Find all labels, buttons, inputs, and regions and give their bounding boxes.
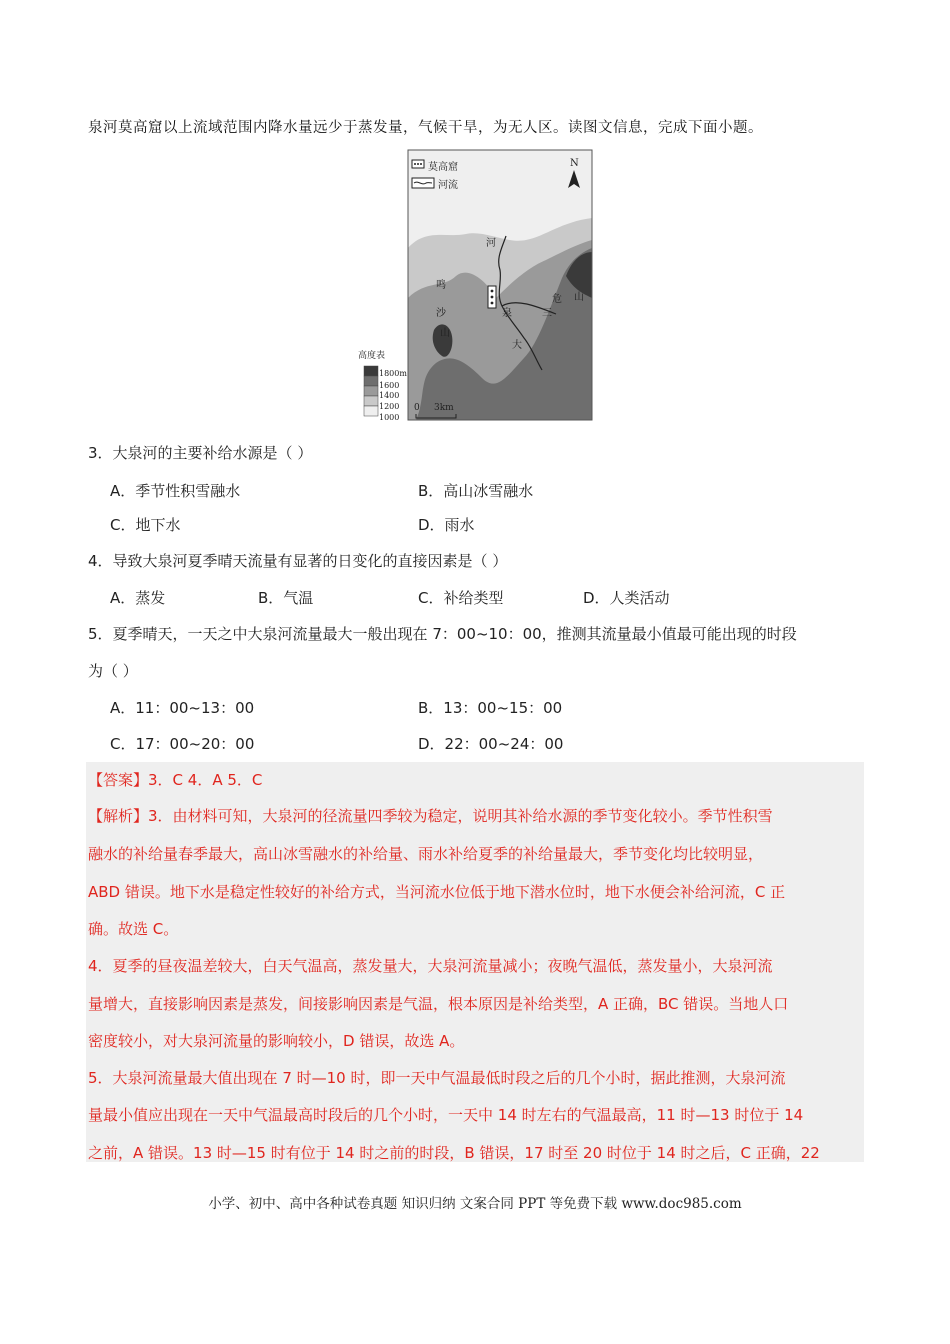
analysis-text: 3．由材料可知，大泉河的径流量四季较为稳定，说明其补给水源的季节变化较小。季节性积雪 xyxy=(148,807,773,825)
answer-text: 3．C 4．A 5．C xyxy=(148,771,263,789)
q4-option-a: A．蒸发 xyxy=(110,589,166,607)
map-label-quan: 泉 xyxy=(502,308,512,319)
analysis-line xyxy=(88,805,773,826)
legend-river-label: 河流 xyxy=(438,180,458,191)
north-label: N xyxy=(570,158,579,169)
answer-line xyxy=(88,769,262,790)
scale-label: 3km xyxy=(434,403,454,413)
q4-option-b: B．气温 xyxy=(258,589,314,607)
map-label-he: 河 xyxy=(486,238,496,249)
map-label-da: 大 xyxy=(512,340,522,351)
elevation-tick: 1000 xyxy=(379,413,400,422)
q5-option-c: C．17：00~20：00 xyxy=(110,735,255,753)
q5-option-d: D．22：00~24：00 xyxy=(418,735,564,753)
analysis-tag: 【解析】 xyxy=(88,807,149,825)
map-label-shan-left: 山 xyxy=(440,328,450,339)
q3-option-a: A．季节性积雪融水 xyxy=(110,482,241,500)
analysis-line: 量最小值应出现在一天中气温最高时段后的几个小时，一天中 14 时左右的气温最高，11 时—13 时位于 14 xyxy=(88,1106,804,1124)
elevation-tick: 1200 xyxy=(379,402,400,411)
q4-option-c: C．补给类型 xyxy=(418,589,504,607)
q4-option-d: D．人类活动 xyxy=(583,589,670,607)
scale-zero: 0 xyxy=(414,403,420,413)
map-label-sha: 沙 xyxy=(436,308,446,319)
map-svg xyxy=(356,148,594,424)
answer-tag: 【答案】 xyxy=(88,771,149,789)
q5-option-b: B．13：00~15：00 xyxy=(418,699,563,717)
map-label-shan-right: 山 xyxy=(574,292,584,303)
map-figure xyxy=(356,148,594,424)
intro-text: 泉河莫高窟以上流域范围内降水量远少于蒸发量，气候干旱，为无人区。读图文信息，完成下面小题。 xyxy=(88,120,763,136)
analysis-line: 量增大，直接影响因素是蒸发，间接影响因素是气温，根本原因是补给类型，A 正确，BC 错误。当地人口 xyxy=(88,995,789,1013)
q3-stem: 3．大泉河的主要补给水源是（ ） xyxy=(88,444,313,462)
q4-stem: 4．导致大泉河夏季晴天流量有显著的日变化的直接因素是（ ） xyxy=(88,552,508,570)
analysis-line: 5．大泉河流量最大值出现在 7 时—10 时，即一天中气温最低时段之后的几个小时，据此推测，大泉河流 xyxy=(88,1069,786,1087)
analysis-line: 确。故选 C。 xyxy=(88,920,179,938)
analysis-line: 4．夏季的昼夜温差较大，白天气温高，蒸发量大，大泉河流量减小；夜晚气温低，蒸发量小，大泉河流 xyxy=(88,957,773,975)
map-label-san: 三 xyxy=(542,308,552,319)
analysis-line: 融水的补给量春季最大，高山冰雪融水的补给量、雨水补给夏季的补给量最大，季节变化均比较明显， xyxy=(88,845,764,863)
q3-option-d: D．雨水 xyxy=(418,516,475,534)
legend-cave-label: 莫高窟 xyxy=(428,162,458,173)
map-label-ming: 鸣 xyxy=(436,280,446,291)
q3-option-b: B．高山冰雪融水 xyxy=(418,482,534,500)
analysis-line: 之前，A 错误。13 时—15 时有位于 14 时之前的时段，B 错误，17 时至 20 时位于 14 时之后，C 正确，22 xyxy=(88,1144,820,1162)
q5-option-a: A．11：00~13：00 xyxy=(110,699,255,717)
elevation-tick: 1400 xyxy=(379,391,400,400)
q5-stem-line2: 为（ ） xyxy=(88,662,138,680)
elevation-tick: 1800m xyxy=(379,369,407,378)
analysis-line: ABD 错误。地下水是稳定性较好的补给方式，当河流水位低于地下潜水位时，地下水便会补给河流，C 正 xyxy=(88,883,786,901)
elevation-tick: 1600 xyxy=(379,381,400,390)
map-label-wei: 危 xyxy=(552,294,562,305)
q3-option-c: C．地下水 xyxy=(110,516,181,534)
analysis-line: 密度较小，对大泉河流量的影响较小，D 错误，故选 A。 xyxy=(88,1032,465,1050)
elevation-title: 高度表 xyxy=(358,351,386,361)
q5-stem-line1: 5．夏季晴天，一天之中大泉河流量最大一般出现在 7：00~10：00，推测其流量最小值最可能出现的时段 xyxy=(88,625,797,643)
page-footer: 小学、初中、高中各种试卷真题 知识归纳 文案合同 PPT 等免费下载 www.doc985.com xyxy=(208,1196,742,1212)
